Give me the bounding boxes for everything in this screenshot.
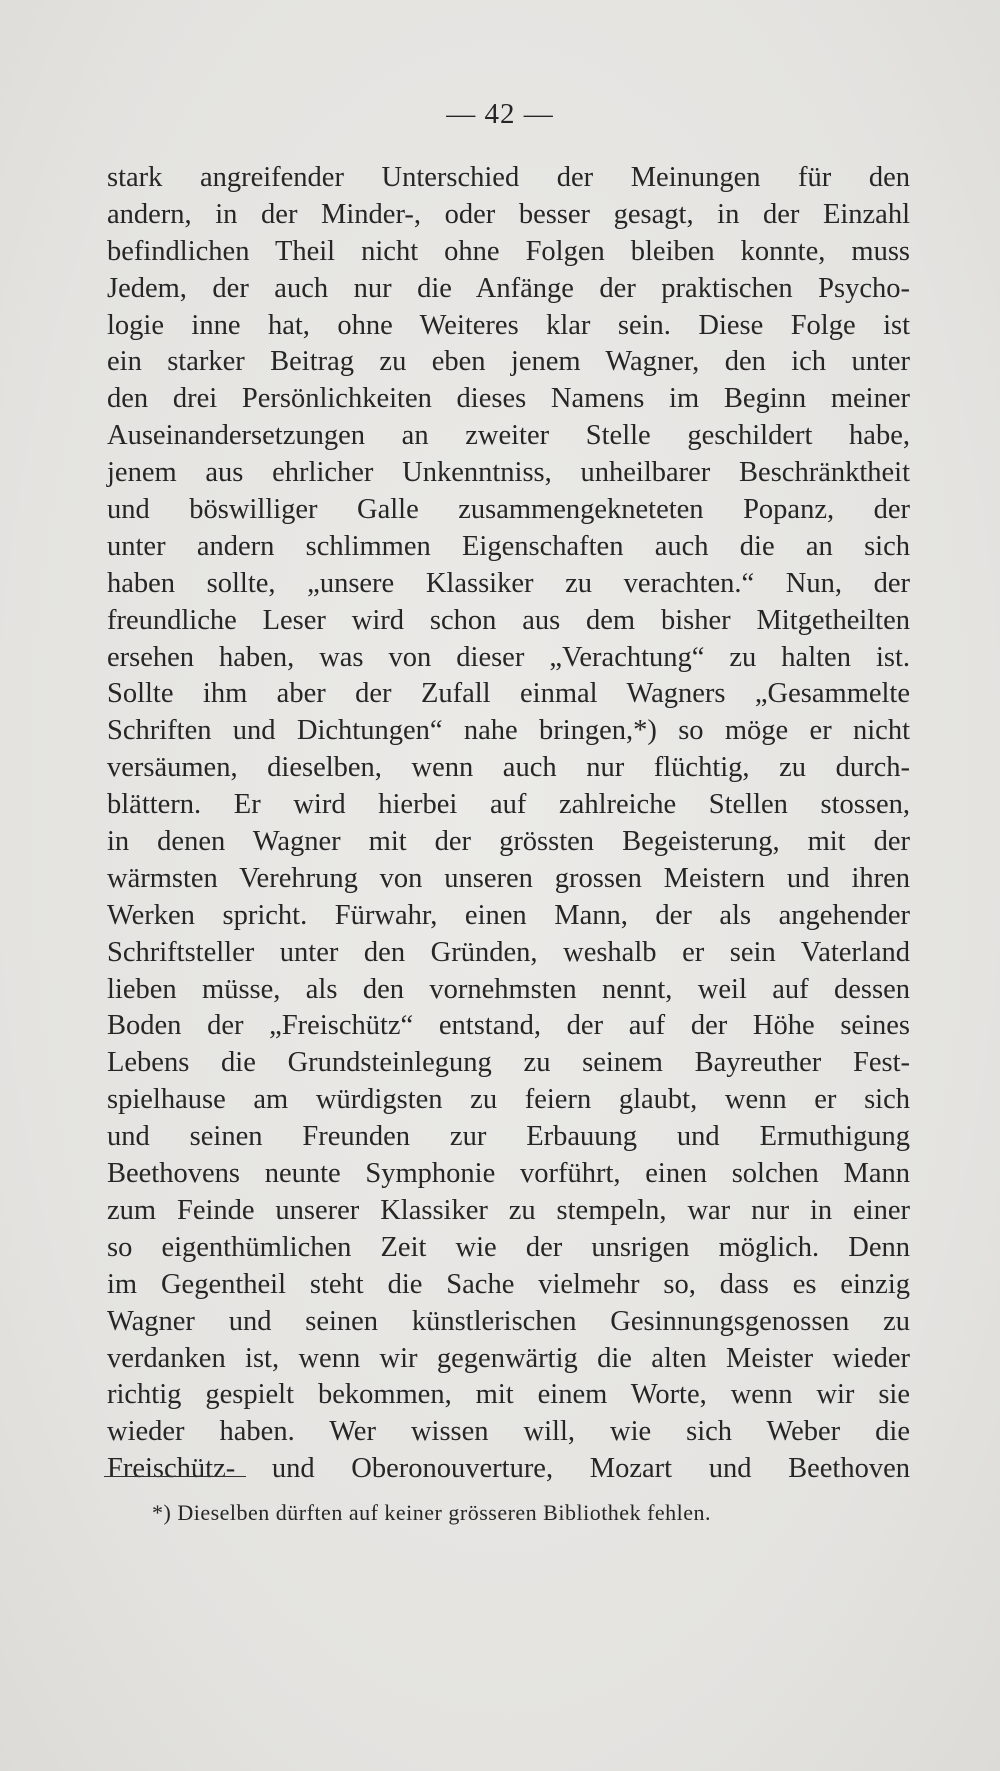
text-line: lieben müsse, als den vornehmsten nennt, weil auf dessen	[107, 973, 910, 1005]
text-line: spielhause am würdigsten zu feiern glaubt, wenn er sich	[107, 1084, 910, 1116]
page-number: — 42 —	[446, 98, 554, 130]
text-line: freundliche Leser wird schon aus dem bisher Mitgetheilten	[107, 604, 910, 636]
text-line: logie inne hat, ohne Weiteres klar sein. Diese Folge ist	[107, 309, 910, 341]
footnote: *) Dieselben dürften auf keiner grösseren Bibliothek fehlen.	[152, 1500, 712, 1525]
text-line: stark angreifender Unterschied der Meinungen für den	[107, 162, 910, 193]
text-line: Wagner und seinen künstlerischen Gesinnungsgenossen zu	[107, 1305, 910, 1337]
text-line: Freischütz- und Oberonouverture, Mozart und Beethoven	[107, 1453, 910, 1485]
text-line: befindlichen Theil nicht ohne Folgen bleiben konnte, muss	[107, 235, 910, 267]
text-line: andern, in der Minder-, oder besser gesagt, in der Einzahl	[107, 198, 910, 230]
text-line: richtig gespielt bekommen, mit einem Worte, wenn wir sie	[107, 1379, 910, 1411]
text-line: Schriftsteller unter den Gründen, weshalb er sein Vaterland	[107, 936, 910, 968]
text-line: Jedem, der auch nur die Anfänge der praktischen Psycho-	[107, 272, 910, 304]
text-line: versäumen, dieselben, wenn auch nur flüchtig, zu durch-	[107, 752, 910, 784]
text-line: unter andern schlimmen Eigenschaften auch die an sich	[107, 530, 910, 562]
text-line: im Gegentheil steht die Sache vielmehr so, dass es einzig	[107, 1268, 910, 1300]
text-line: Sollte ihm aber der Zufall einmal Wagners „Gesammelte	[107, 678, 910, 710]
text-line: ein starker Beitrag zu eben jenem Wagner, den ich unter	[107, 346, 910, 378]
text-line: so eigenthümlichen Zeit wie der unsrigen möglich. Denn	[107, 1231, 910, 1263]
text-line: Lebens die Grundsteinlegung zu seinem Bayreuther Fest-	[107, 1047, 910, 1079]
text-line: und seinen Freunden zur Erbauung und Ermuthigung	[107, 1121, 910, 1153]
text-line: jenem aus ehrlicher Unkenntniss, unheilbarer Beschränktheit	[107, 457, 910, 489]
text-line: Boden der „Freischütz“ entstand, der auf der Höhe seines	[107, 1010, 910, 1042]
text-line: und böswilliger Galle zusammengekneteten Popanz, der	[107, 494, 910, 526]
text-line: ersehen haben, was von dieser „Verachtung“ zu halten ist.	[107, 641, 910, 673]
text-line: den drei Persönlichkeiten dieses Namens im Beginn meiner	[107, 383, 910, 415]
text-line: blättern. Er wird hierbei auf zahlreiche Stellen stossen,	[107, 789, 910, 821]
text-line: Auseinandersetzungen an zweiter Stelle geschildert habe,	[107, 420, 910, 452]
text-line: zum Feinde unserer Klassiker zu stempeln, war nur in einer	[107, 1194, 910, 1226]
text-line: Beethovens neunte Symphonie vorführt, einen solchen Mann	[107, 1158, 910, 1190]
text-line: wärmsten Verehrung von unseren grossen Meistern und ihren	[107, 862, 910, 894]
body-text	[107, 160, 910, 1488]
text-line: wieder haben. Wer wissen will, wie sich Weber die	[107, 1416, 910, 1448]
text-line: haben sollte, „unsere Klassiker zu verachten.“ Nun, der	[107, 567, 910, 599]
text-line: in denen Wagner mit der grössten Begeisterung, mit der	[107, 826, 910, 858]
footnote-rule	[104, 1476, 246, 1477]
text-line: Schriften und Dichtungen“ nahe bringen,*) so möge er nicht	[107, 715, 910, 747]
text-line: Werken spricht. Fürwahr, einen Mann, der als angehender	[107, 899, 910, 931]
text-line: verdanken ist, wenn wir gegenwärtig die alten Meister wieder	[107, 1342, 910, 1374]
